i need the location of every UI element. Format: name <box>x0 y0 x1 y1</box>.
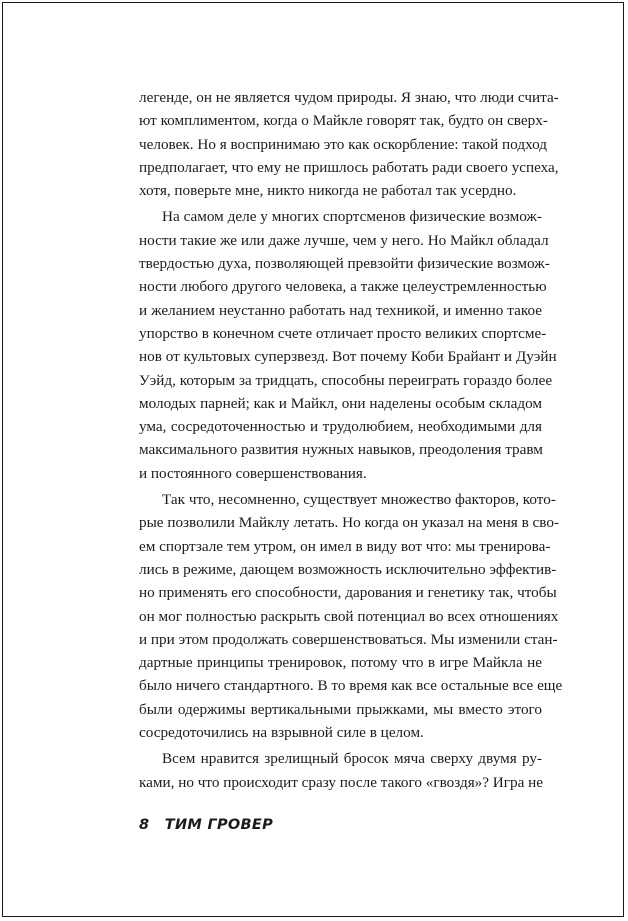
text-line: нов от культовых суперзвезд. Вот почему Коби Брайант и Дуэйн <box>139 348 557 366</box>
text-line: ности любого другого человека, а также целеустремленностью <box>139 278 547 296</box>
text-line: твердостью духа, позволяющей превзойти физические возмож- <box>139 255 550 273</box>
text-line: и желанием неустанно работать над техникой, и именно такое <box>139 301 542 319</box>
footer-author: ТИМ ГРОВЕР <box>164 817 274 833</box>
text-line: максимального развития нужных навыков, преодоления травм <box>139 441 543 459</box>
text-line: Уэйд, которым за тридцать, способны переиграть гораздо более <box>139 371 553 389</box>
text-line: дартные принципы тренировок, потому что в игре Майкла не <box>139 654 542 672</box>
body-text <box>139 86 563 794</box>
text-line: На самом деле у многих спортсменов физические возмож- <box>162 208 542 226</box>
text-line: рые позволили Майклу летать. Но когда он указал на меня в сво- <box>139 514 559 532</box>
text-line: ности такие же или даже лучше, чем у него. Но Майкл обладал <box>139 231 549 249</box>
text-line: ума, сосредоточенностью и трудолюбием, необходимыми для <box>139 418 542 436</box>
text-line: Так что, несомненно, существует множество факторов, кото- <box>162 491 556 509</box>
text-line: ками, но что происходит сразу после такого «гвоздя»? Игра не <box>139 773 544 791</box>
paragraph <box>139 747 542 794</box>
running-footer <box>139 817 273 833</box>
text-line: и при этом продолжать совершенствоваться. Мы изменили стан- <box>139 630 558 648</box>
text-line: и постоянного совершенствования. <box>139 464 367 482</box>
text-line: он мог полностью раскрыть свой потенциал во всех отношениях <box>139 607 559 625</box>
text-line: ем спортзале тем утром, он имел в виду вот что: мы тренирова- <box>139 537 551 555</box>
text-line: упорство в конечном счете отличает просто великих спортсме- <box>139 324 547 342</box>
text-line: ют комплиментом, когда о Майкле говорят так, будто он сверх- <box>139 112 548 130</box>
paragraph <box>139 488 563 744</box>
paragraph <box>139 205 557 485</box>
text-line: легенде, он не является чудом природы. Я знаю, что люди счита- <box>139 89 559 106</box>
text-line: сосредоточились на взрывной силе в целом. <box>139 724 424 742</box>
text-line: человек. Но я воспринимаю это как оскорбление: такой подход <box>139 135 547 153</box>
text-line: лись в режиме, дающем возможность исключительно эффектив- <box>139 560 557 578</box>
paragraph <box>139 86 559 202</box>
text-line: молодых парней; как и Майкл, они наделены особым складом <box>139 394 542 412</box>
text-line: Всем нравится зрелищный бросок мяча сверху двумя ру- <box>162 750 542 768</box>
text-line: но применять его способности, дарования и генетику так, чтобы <box>139 584 557 602</box>
page-number: 8 <box>139 817 150 833</box>
text-line: были одержимы вертикальными прыжками, мы вместо этого <box>139 700 542 718</box>
text-line: было ничего стандартного. В то время как все остальные все еще <box>139 677 563 695</box>
text-line: хотя, поверьте мне, никто никогда не работал так усердно. <box>139 182 517 200</box>
text-line: предполагает, что ему не пришлось работать ради своего успеха, <box>139 158 559 176</box>
